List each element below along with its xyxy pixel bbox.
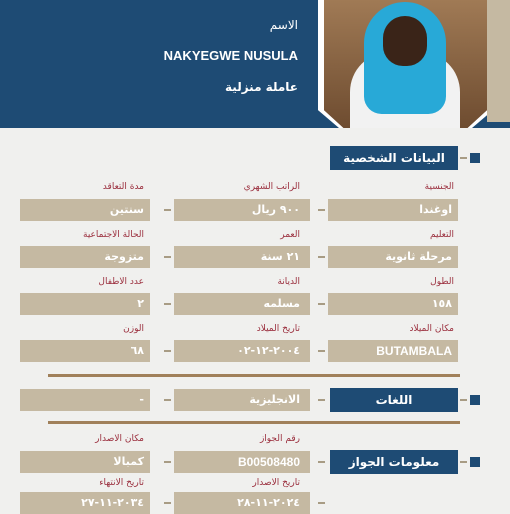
children-value: ٢ — [137, 297, 144, 310]
field-connector — [318, 209, 325, 211]
issue-date-label: تاريخ الاصدار — [252, 478, 300, 488]
expiry-label: تاريخ الانتهاء — [99, 478, 144, 488]
issue-date-value: ٢٠٢٤-١١-٢٨ — [237, 496, 300, 509]
nationality-value: اوغندا — [419, 203, 452, 216]
height-label: الطول — [430, 277, 454, 287]
field-connector — [164, 502, 171, 504]
children-field — [20, 293, 150, 315]
birthplace-label: مكان الميلاد — [409, 324, 454, 334]
section-marker — [470, 153, 480, 163]
language-1-value: الانجليزية — [249, 393, 300, 406]
passport-number-value: B00508480 — [237, 455, 300, 469]
age-label: العمر — [280, 230, 300, 240]
field-connector — [164, 350, 171, 352]
religion-label: الديانة — [277, 277, 300, 287]
section-marker — [470, 395, 480, 405]
birthplace-value: BUTAMBALA — [376, 344, 452, 358]
section-divider — [48, 374, 460, 377]
weight-label: الوزن — [123, 324, 144, 334]
candidate-name: NAKYEGWE NUSULA — [163, 48, 298, 63]
section-marker — [470, 457, 480, 467]
section-connector — [460, 157, 467, 159]
birthdate-label: تاريخ الميلاد — [256, 324, 300, 334]
birthdate-value: ٢٠٠٤-١٢-٠٢ — [237, 344, 300, 357]
weight-value: ٦٨ — [130, 344, 144, 357]
section-connector — [460, 399, 467, 401]
profile-header — [0, 0, 510, 128]
issue-place-label: مكان الاصدار — [95, 434, 144, 444]
expiry-value: ٢٠٣٤-١١-٢٧ — [81, 496, 144, 509]
field-connector — [164, 399, 171, 401]
issue-place-value: كمبالا — [113, 455, 144, 468]
section-divider — [48, 421, 460, 424]
field-connector — [164, 461, 171, 463]
contract-label: مدة التعاقد — [102, 182, 144, 192]
nationality-label: الجنسية — [424, 182, 454, 192]
field-connector — [164, 303, 171, 305]
marital-label: الحالة الاجتماعية — [83, 230, 144, 240]
field-connector — [318, 399, 325, 401]
name-label: الاسم — [269, 18, 298, 32]
contract-value: سنتين — [109, 203, 144, 216]
accent-bar — [487, 0, 510, 122]
age-value: ٢١ سنة — [260, 250, 300, 263]
salary-label: الراتب الشهري — [243, 182, 300, 192]
language-2-field — [20, 389, 150, 411]
field-connector — [318, 256, 325, 258]
salary-value: ٩٠٠ ريال — [251, 203, 300, 216]
religion-value: مسلمه — [263, 297, 300, 310]
candidate-photo — [324, 0, 487, 128]
section-connector — [460, 461, 467, 463]
section-passport-header: معلومات الجواز — [330, 450, 458, 474]
field-connector — [318, 303, 325, 305]
job-title: عاملة منزلية — [225, 80, 298, 94]
passport-number-label: رقم الجواز — [259, 434, 300, 444]
height-value: ١٥٨ — [431, 297, 452, 310]
field-connector — [164, 209, 171, 211]
children-label: عدد الاطفال — [98, 277, 144, 287]
section-languages-header: اللغات — [330, 388, 458, 412]
field-connector — [164, 256, 171, 258]
field-connector — [318, 350, 325, 352]
field-connector — [318, 502, 325, 504]
marital-value: متزوجة — [104, 250, 144, 263]
education-value: مرحلة ثانوية — [385, 250, 452, 263]
field-connector — [318, 461, 325, 463]
language-2-value: - — [139, 393, 144, 406]
education-label: التعليم — [430, 230, 454, 240]
section-personal-header: البيانات الشخصية — [330, 146, 458, 170]
